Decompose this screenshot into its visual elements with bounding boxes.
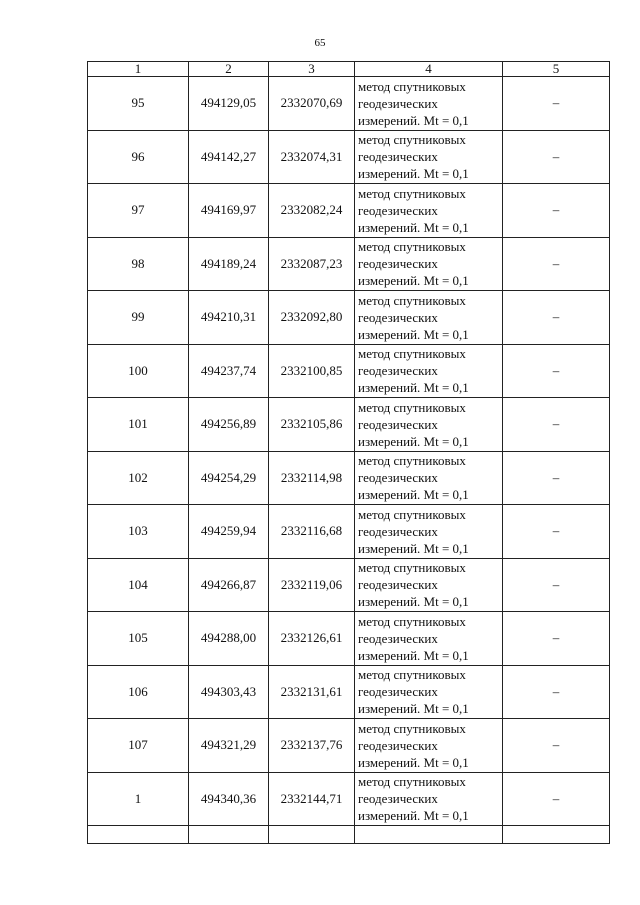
column-header-4: 4 xyxy=(355,62,503,77)
column-header-1: 1 xyxy=(88,62,189,77)
table-body xyxy=(88,77,610,844)
x-coordinate-cell: 494169,97 xyxy=(189,184,269,238)
method-line: метод спутниковых xyxy=(358,292,466,308)
method-line: измерений. Mt = 0,1 xyxy=(358,273,469,289)
note-cell: – xyxy=(503,184,610,238)
y-coordinate-cell: 2332131,61 xyxy=(269,665,355,719)
x-coordinate-cell: 494254,29 xyxy=(189,451,269,505)
y-coordinate-cell: 2332100,85 xyxy=(269,344,355,398)
method-cell xyxy=(355,612,503,666)
method-line: геодезических xyxy=(358,202,438,218)
note-cell: – xyxy=(503,77,610,131)
y-coordinate-cell: 2332105,86 xyxy=(269,398,355,452)
method-line: измерений. Mt = 0,1 xyxy=(358,166,469,182)
table-row xyxy=(88,398,610,452)
empty-cell xyxy=(189,826,269,844)
method-line: геодезических xyxy=(358,577,438,593)
table-row xyxy=(88,344,610,398)
note-cell: – xyxy=(503,344,610,398)
point-number-cell: 99 xyxy=(88,291,189,345)
method-line: метод спутниковых xyxy=(358,346,466,362)
column-header-2: 2 xyxy=(189,62,269,77)
method-cell xyxy=(355,130,503,184)
method-line: метод спутниковых xyxy=(358,720,466,736)
x-coordinate-cell: 494303,43 xyxy=(189,665,269,719)
point-number-cell: 105 xyxy=(88,612,189,666)
method-cell xyxy=(355,719,503,773)
method-line: метод спутниковых xyxy=(358,506,466,522)
note-cell: – xyxy=(503,291,610,345)
method-line: геодезических xyxy=(358,95,438,111)
empty-cell xyxy=(355,826,503,844)
method-line: геодезических xyxy=(358,630,438,646)
method-line: метод спутниковых xyxy=(358,239,466,255)
point-number-cell: 100 xyxy=(88,344,189,398)
point-number-cell: 107 xyxy=(88,719,189,773)
method-cell xyxy=(355,398,503,452)
note-cell: – xyxy=(503,772,610,826)
column-header-5: 5 xyxy=(503,62,610,77)
table-row xyxy=(88,237,610,291)
x-coordinate-cell: 494142,27 xyxy=(189,130,269,184)
method-line: метод спутниковых xyxy=(358,453,466,469)
note-cell: – xyxy=(503,719,610,773)
x-coordinate-cell: 494210,31 xyxy=(189,291,269,345)
method-cell xyxy=(355,665,503,719)
note-cell: – xyxy=(503,398,610,452)
method-line: измерений. Mt = 0,1 xyxy=(358,487,469,503)
table-row xyxy=(88,665,610,719)
x-coordinate-cell: 494266,87 xyxy=(189,558,269,612)
method-line: метод спутниковых xyxy=(358,560,466,576)
method-line: геодезических xyxy=(358,684,438,700)
point-number-cell: 97 xyxy=(88,184,189,238)
coordinates-table xyxy=(87,61,610,844)
y-coordinate-cell: 2332119,06 xyxy=(269,558,355,612)
point-number-cell: 96 xyxy=(88,130,189,184)
table-row xyxy=(88,719,610,773)
method-line: измерений. Mt = 0,1 xyxy=(358,701,469,717)
column-header-3: 3 xyxy=(269,62,355,77)
method-line: измерений. Mt = 0,1 xyxy=(358,808,469,824)
method-line: измерений. Mt = 0,1 xyxy=(358,754,469,770)
method-line: измерений. Mt = 0,1 xyxy=(358,540,469,556)
table-row xyxy=(88,612,610,666)
method-cell xyxy=(355,77,503,131)
method-line: геодезических xyxy=(358,737,438,753)
y-coordinate-cell: 2332137,76 xyxy=(269,719,355,773)
method-line: измерений. Mt = 0,1 xyxy=(358,219,469,235)
table-header-row xyxy=(88,62,610,77)
x-coordinate-cell: 494340,36 xyxy=(189,772,269,826)
point-number-cell: 98 xyxy=(88,237,189,291)
method-line: измерений. Mt = 0,1 xyxy=(358,433,469,449)
method-cell xyxy=(355,772,503,826)
empty-cell xyxy=(503,826,610,844)
table-row xyxy=(88,772,610,826)
note-cell: – xyxy=(503,558,610,612)
table-row xyxy=(88,184,610,238)
method-line: геодезических xyxy=(358,309,438,325)
method-line: геодезических xyxy=(358,523,438,539)
y-coordinate-cell: 2332070,69 xyxy=(269,77,355,131)
y-coordinate-cell: 2332092,80 xyxy=(269,291,355,345)
point-number-cell: 106 xyxy=(88,665,189,719)
method-cell xyxy=(355,184,503,238)
point-number-cell: 103 xyxy=(88,505,189,559)
method-cell xyxy=(355,291,503,345)
table-row xyxy=(88,291,610,345)
x-coordinate-cell: 494237,74 xyxy=(189,344,269,398)
note-cell: – xyxy=(503,237,610,291)
method-line: метод спутниковых xyxy=(358,185,466,201)
y-coordinate-cell: 2332126,61 xyxy=(269,612,355,666)
note-cell: – xyxy=(503,130,610,184)
method-cell xyxy=(355,451,503,505)
method-line: геодезических xyxy=(358,791,438,807)
table-row-empty xyxy=(88,826,610,844)
method-cell xyxy=(355,505,503,559)
point-number-cell: 104 xyxy=(88,558,189,612)
note-cell: – xyxy=(503,665,610,719)
x-coordinate-cell: 494288,00 xyxy=(189,612,269,666)
y-coordinate-cell: 2332114,98 xyxy=(269,451,355,505)
note-cell: – xyxy=(503,612,610,666)
method-line: геодезических xyxy=(358,363,438,379)
method-line: измерений. Mt = 0,1 xyxy=(358,380,469,396)
method-line: геодезических xyxy=(358,149,438,165)
point-number-cell: 101 xyxy=(88,398,189,452)
x-coordinate-cell: 494189,24 xyxy=(189,237,269,291)
x-coordinate-cell: 494256,89 xyxy=(189,398,269,452)
y-coordinate-cell: 2332144,71 xyxy=(269,772,355,826)
point-number-cell: 1 xyxy=(88,772,189,826)
method-line: геодезических xyxy=(358,256,438,272)
method-line: метод спутниковых xyxy=(358,774,466,790)
empty-cell xyxy=(88,826,189,844)
empty-cell xyxy=(269,826,355,844)
page-number: 65 xyxy=(314,37,326,49)
method-line: измерений. Mt = 0,1 xyxy=(358,647,469,663)
method-line: измерений. Mt = 0,1 xyxy=(358,112,469,128)
note-cell: – xyxy=(503,505,610,559)
method-line: измерений. Mt = 0,1 xyxy=(358,326,469,342)
y-coordinate-cell: 2332116,68 xyxy=(269,505,355,559)
y-coordinate-cell: 2332087,23 xyxy=(269,237,355,291)
method-cell xyxy=(355,344,503,398)
method-line: метод спутниковых xyxy=(358,78,466,94)
x-coordinate-cell: 494129,05 xyxy=(189,77,269,131)
point-number-cell: 102 xyxy=(88,451,189,505)
table-row xyxy=(88,77,610,131)
method-cell xyxy=(355,237,503,291)
table-row xyxy=(88,451,610,505)
table-row xyxy=(88,130,610,184)
x-coordinate-cell: 494321,29 xyxy=(189,719,269,773)
method-line: геодезических xyxy=(358,470,438,486)
y-coordinate-cell: 2332082,24 xyxy=(269,184,355,238)
x-coordinate-cell: 494259,94 xyxy=(189,505,269,559)
method-cell xyxy=(355,558,503,612)
y-coordinate-cell: 2332074,31 xyxy=(269,130,355,184)
method-line: метод спутниковых xyxy=(358,613,466,629)
point-number-cell: 95 xyxy=(88,77,189,131)
table-row xyxy=(88,505,610,559)
method-line: измерений. Mt = 0,1 xyxy=(358,594,469,610)
method-line: метод спутниковых xyxy=(358,132,466,148)
method-line: метод спутниковых xyxy=(358,667,466,683)
method-line: метод спутниковых xyxy=(358,399,466,415)
note-cell: – xyxy=(503,451,610,505)
table-row xyxy=(88,558,610,612)
method-line: геодезических xyxy=(358,416,438,432)
